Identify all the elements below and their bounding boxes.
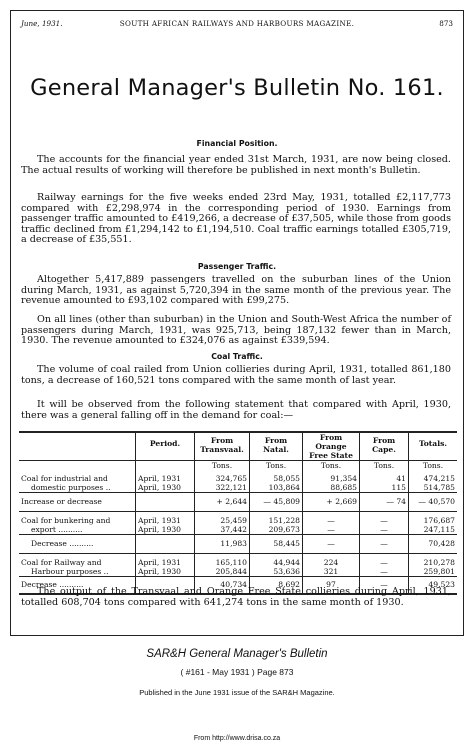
- para-other-lines: On all lines (other than suburban) in the Union and South-West Africa the number of passengers during March, 1931, was 925,713, being 187,132 fewer than in March, 1930. The revenue amounted to £324,076 as against £339,594.: [21, 314, 451, 347]
- header-date: June, 1931.: [21, 19, 63, 28]
- para-accounts: The accounts for the financial year ended 31st March, 1931, are now being closed. The actual results of working will therefore be published in next month's Bulletin.: [21, 154, 451, 176]
- col-ofs: From Orange Free State: [303, 432, 360, 461]
- table-row: Coal for industrial and domestic purposes .. April, 1931 April, 1930 324,765 322,121 58,055 103,864 91,354 88,685 41 115 474,215 514,785: [21, 473, 455, 492]
- table-row: Decrease .......... 11,983 58,445 — — 70,428: [19, 534, 457, 553]
- table-row: Coal for bunkering and export .......... April, 1931 April, 1930 25,459 37,442 151,228 209,673 — — — — 176,687 247,115: [19, 511, 457, 534]
- col-transvaal: From Transvaal.: [195, 432, 250, 461]
- running-header: [11, 11, 463, 33]
- caption-source: From http://www.drisa.co.za: [193, 735, 281, 742]
- heading-financial: Financial Position.: [196, 139, 278, 148]
- table-row: Decrease .......... 40,734 8,692 97 — 49,523: [19, 576, 457, 594]
- caption-sub: ( #161 - May 1931 ) Page 873: [180, 667, 294, 677]
- col-natal: From Natal.: [250, 432, 303, 461]
- header-page-number: 873: [439, 19, 453, 28]
- heading-passenger: Passenger Traffic.: [197, 262, 277, 271]
- bulletin-title: General Manager's Bulletin No. 161.: [30, 75, 444, 101]
- para-earnings: Railway earnings for the five weeks ended 23rd May, 1931, totalled £2,117,773 compared with £2,298,974 in the corresponding period of 1930. Earnings from passenger traffic amounted to £419,266, a decrease of £37,505, while those from goods traffic declined from £1,294,142 to £1,194,510. Coal traffic earnings totalled £305,719, a decrease of £35,551.: [21, 192, 451, 246]
- col-totals: Totals.: [409, 432, 458, 461]
- table-header-row: [19, 432, 457, 461]
- para-output: The output of the Transvaal and Orange Free State collieries during April, 1931, totalled 608,704 tons compared with 641,274 tons in the same month of 1930.: [21, 586, 451, 608]
- table-row: Increase or decrease + 2,644 — 45,809 + 2,669 — 74 — 40,570: [19, 492, 457, 511]
- coal-table: [19, 431, 457, 595]
- col-cape: From Cape.: [360, 432, 409, 461]
- magazine-page: [10, 10, 464, 636]
- para-coal-volume: The volume of coal railed from Union collieries during April, 1931, totalled 861,180 tons, a decrease of 160,521 tons compared with the same month of last year.: [21, 364, 451, 386]
- caption-publication: Published in the June 1931 issue of the SAR&H Magazine.: [139, 688, 335, 697]
- para-suburban: Altogether 5,417,889 passengers travelled on the suburban lines of the Union during March, 1931, as against 5,720,394 in the same month of the previous year. The revenue amounted to £93,102 compared with £99,275.: [21, 274, 451, 307]
- para-statement-intro: It will be observed from the following statement that compared with April, 1930, there was a general falling off in the demand for coal:—: [21, 399, 451, 421]
- heading-coal: Coal Traffic.: [211, 352, 263, 361]
- header-magazine: SOUTH AFRICAN RAILWAYS AND HARBOURS MAGAZINE.: [119, 19, 355, 28]
- unit-row: Tons. Tons. Tons. Tons. Tons.: [19, 461, 457, 474]
- caption-title: SAR&H General Manager's Bulletin: [146, 648, 328, 660]
- table-row: Coal for Railway and Harbour purposes .. April, 1931 April, 1930 165,110 205,844 44,944 53,636 224 321 — — 210,278 259,801: [19, 553, 457, 576]
- col-period: Period.: [136, 432, 195, 461]
